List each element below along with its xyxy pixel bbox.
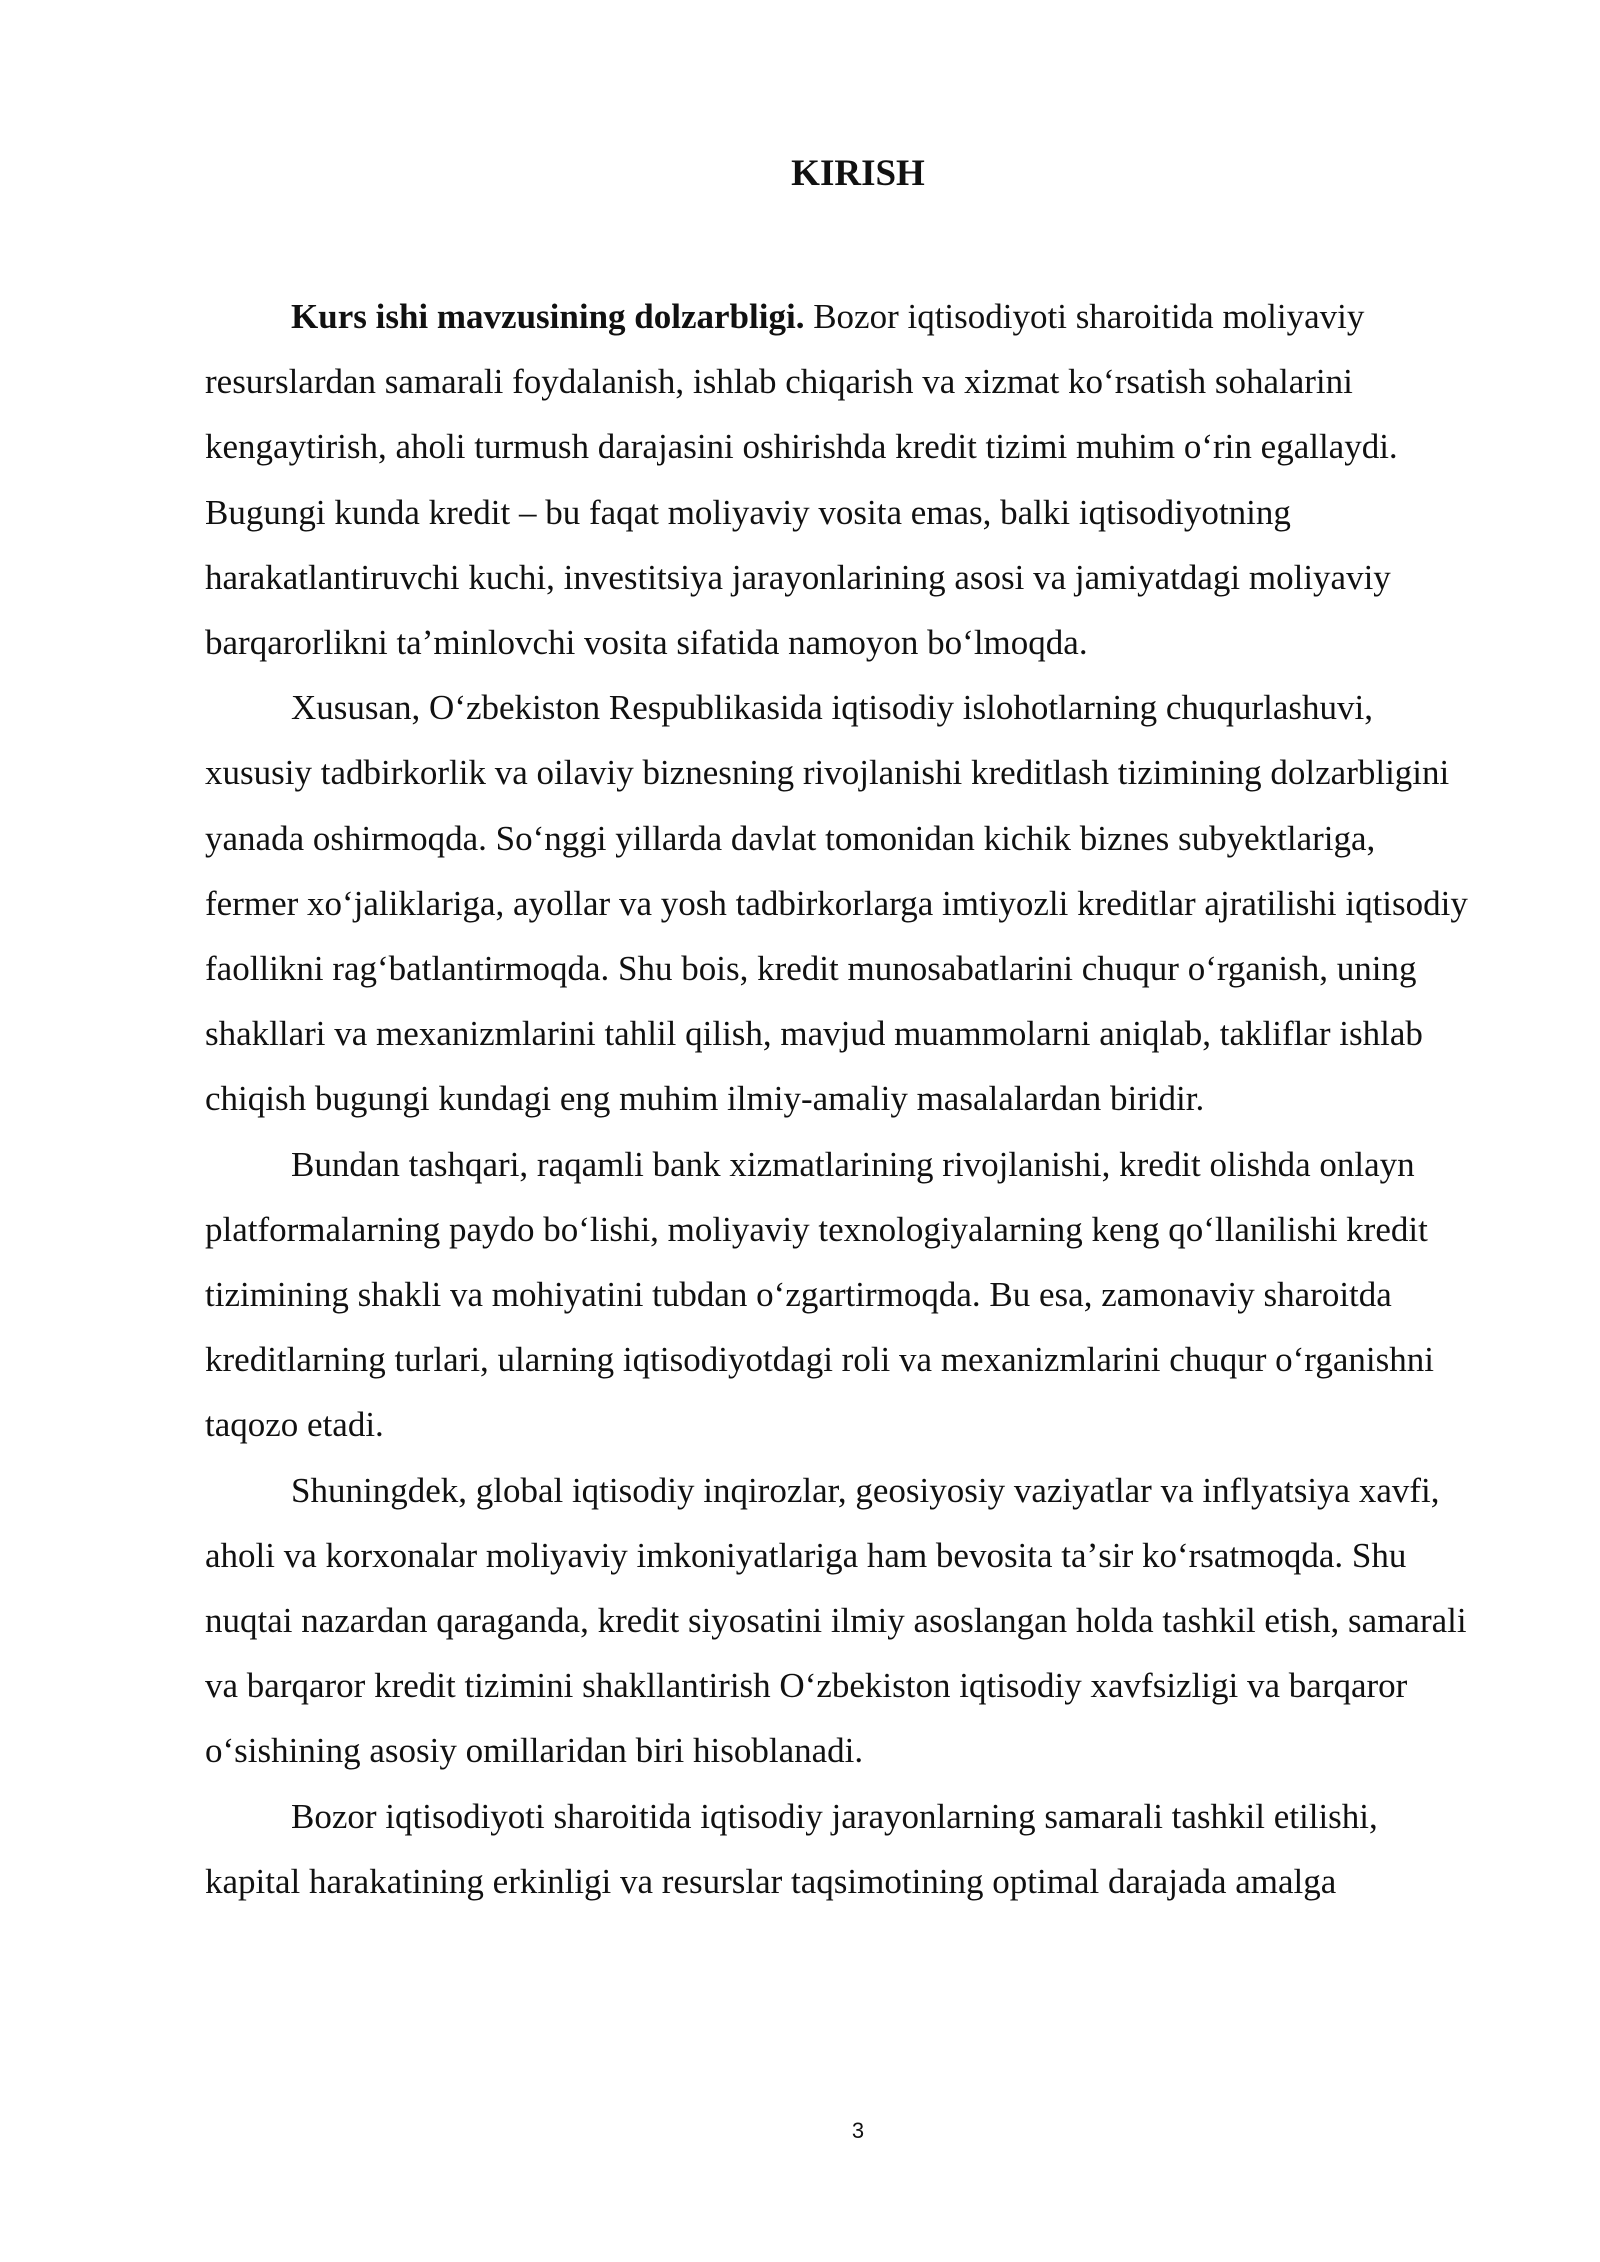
paragraph-1 bbox=[205, 284, 1475, 675]
section-heading: KIRISH bbox=[791, 153, 925, 194]
body-text bbox=[205, 284, 1475, 1914]
paragraph-2: Xususan, Oʻzbekiston Respublikasida iqtisodiy islohotlarning chuqurlashuvi, xususiy tadbirkorlik va oilaviy biznesning rivojlanishi kreditlash tizimining dolzarbligini yanada oshirmoqda. Soʻnggi yillarda davlat tomonidan kichik biznes subyektlariga, fermer xoʻjaliklariga, ayollar va yosh tadbirkorlarga imtiyozli kreditlar ajratilishi iqtisodiy faollikni ragʻbatlantirmoqda. Shu bois, kredit munosabatlarini chuqur oʻrganish, uning shakllari va mexanizmlarini tahlil qilish, mavjud muammolarni aniqlab, takliflar ishlab chiqish bugungi kundagi eng muhim ilmiy-amaliy masalalardan biridir. bbox=[205, 688, 1468, 1119]
paragraph-5: Bozor iqtisodiyoti sharoitida iqtisodiy jarayonlarning samarali tashkil etilishi, kapital harakatining erkinligi va resurslar taqsimotining optimal darajada amalga bbox=[205, 1796, 1378, 1901]
paragraph-lead-title: Kurs ishi mavzusining dolzarbligi bbox=[291, 297, 796, 336]
paragraph-1-text: Bozor iqtisodiyoti sharoitida moliyaviy resurslardan samarali foydalanish, ishlab chiqarish va xizmat koʻrsatish sohalarini kengaytirish, aholi turmush darajasini oshirishda kredit tizimi muhim oʻrin egallaydi. Bugungi kunda kredit – bu faqat moliyaviy vosita emas, balki iqtisodiyotning harakatlantiruvchi kuchi, investitsiya jarayonlarining asosi va jamiyatdagi moliyaviy barqarorlikni taʼminlovchi vosita sifatida namoyon boʻlmoqda. bbox=[205, 297, 1398, 663]
paragraph-3: Bundan tashqari, raqamli bank xizmatlarining rivojlanishi, kredit olishda onlayn platformalarning paydo boʻlishi, moliyaviy texnologiyalarning keng qoʻllanilishi kredit tizimining shakli va mohiyatini tubdan oʻzgartirmoqda. Bu esa, zamonaviy sharoitda kreditlarning turlari, ularning iqtisodiyotdagi roli va mexanizmlarini chuqur oʻrganishni taqozo etadi. bbox=[205, 1144, 1434, 1445]
page-number: 3 bbox=[851, 2118, 865, 2143]
paragraph-4: Shuningdek, global iqtisodiy inqirozlar, geosiyosiy vaziyatlar va inflyatsiya xavfi, aholi va korxonalar moliyaviy imkoniyatlariga ham bevosita taʼsir koʻrsatmoqda. Shu nuqtai nazardan qaraganda, kredit siyosatini ilmiy asoslangan holda tashkil etish, samarali va barqaror kredit tizimini shakllantirish Oʻzbekiston iqtisodiy xavfsizligi va barqaror oʻsishining asosiy omillaridan biri hisoblanadi. bbox=[205, 1470, 1467, 1771]
paragraph-lead-period: . bbox=[795, 297, 805, 336]
